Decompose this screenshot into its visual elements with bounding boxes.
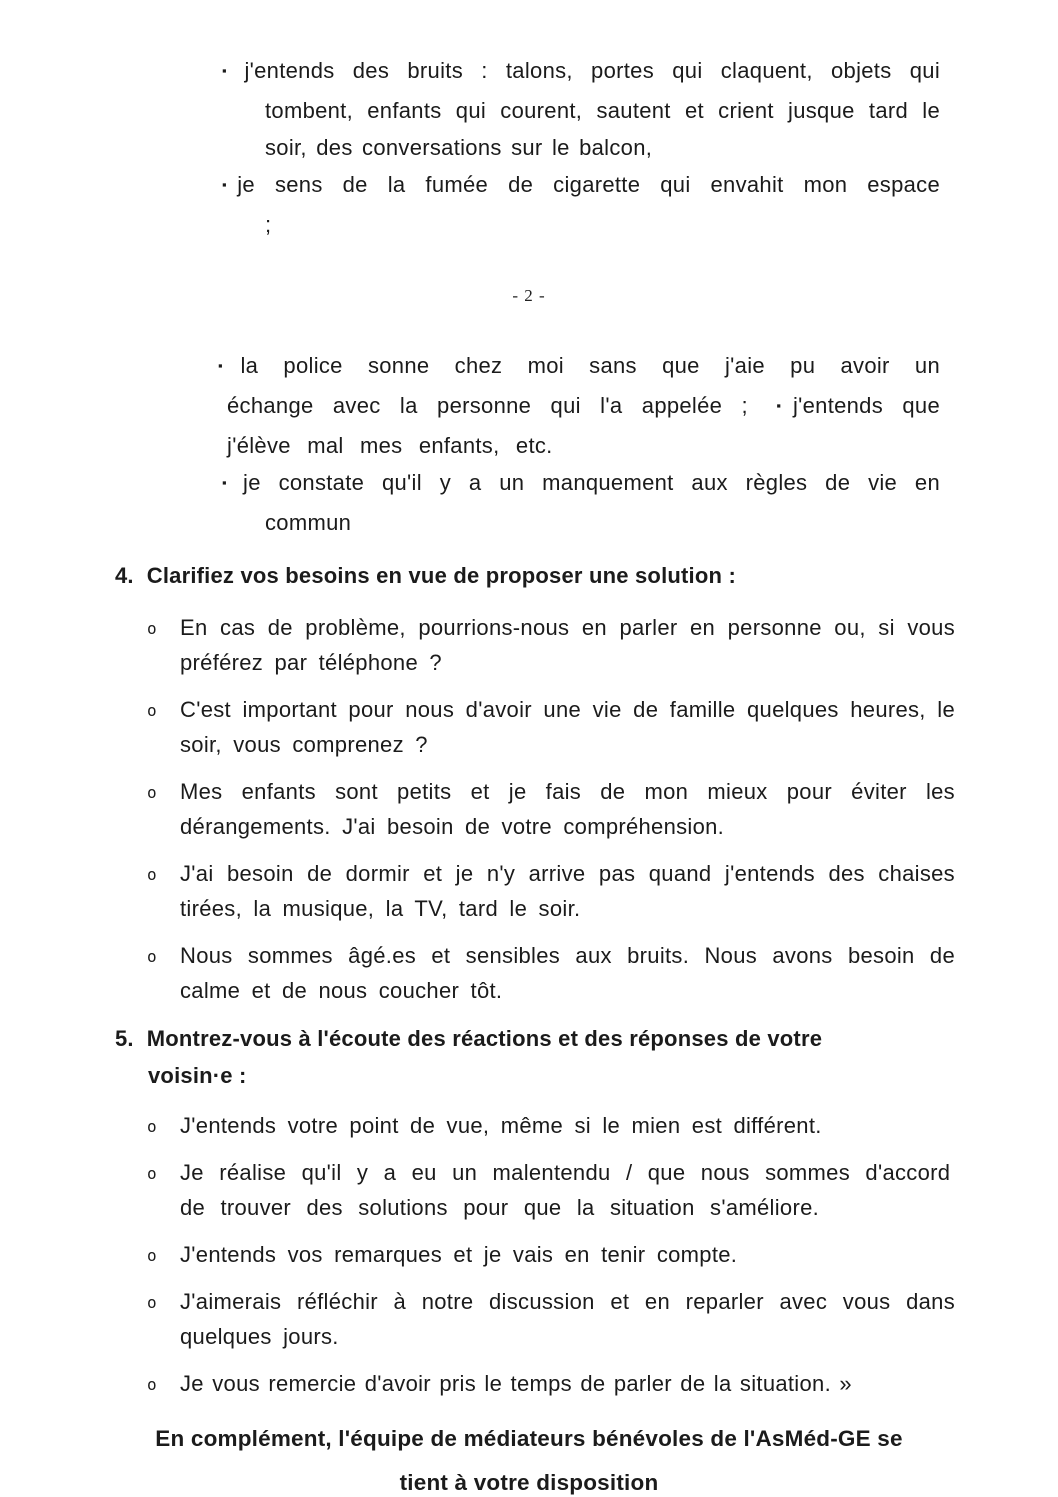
list-item-text: Je réalise qu'il y a eu un malentendu / que nous sommes d'accord de trouver des solutions pour que la situation s'améliore.: [180, 1160, 951, 1220]
section-title: Montrez-vous à l'écoute des réactions et des réponses de votre voisin·e :: [146, 1026, 823, 1088]
circle-bullet-icon: o: [147, 619, 157, 638]
list-item: [147, 774, 955, 844]
list-item-text: Nous sommes âgé.es et sensibles aux bruits. Nous avons besoin de calme et de nous coucher tôt.: [180, 943, 955, 1003]
list-item-text: J'entends vos remarques et je vais en tenir compte.: [180, 1242, 738, 1267]
list-item: [147, 938, 955, 1008]
bullet-item: [222, 166, 941, 243]
section-number: 4.: [115, 563, 134, 588]
list-item-text: J'entends votre point de vue, même si le mien est différent.: [180, 1113, 822, 1138]
bullet-text: j'entends que j'élève mal mes enfants, etc.: [227, 393, 940, 458]
square-bullet-icon: ▪: [218, 358, 232, 373]
circle-bullet-icon: o: [147, 865, 157, 884]
circle-bullet-icon: o: [147, 1164, 157, 1183]
page-number: - 2 -: [512, 286, 546, 305]
circle-bullet-icon: o: [147, 783, 157, 802]
circle-bullet-icon: o: [147, 1246, 157, 1265]
square-bullet-icon: ▪: [222, 177, 229, 192]
list-item: [147, 610, 955, 680]
circle-bullet-icon: o: [147, 1293, 157, 1312]
bullet-text: la police sonne chez moi sans que j'aie pu avoir un échange avec la personne qui l'a appelée ;: [227, 353, 940, 418]
list-item-text: J'ai besoin de dormir et je n'y arrive pas quand j'entends des chaises tirées, la musique, la TV, tard le soir.: [180, 861, 955, 921]
bullet-item: [222, 464, 941, 541]
section-number: 5.: [115, 1026, 134, 1051]
bullet-item: [218, 347, 940, 464]
section-4-heading: [115, 557, 908, 594]
footer-note-line2: tient à votre disposition: [399, 1470, 659, 1495]
list-item: [147, 1284, 955, 1354]
circle-bullet-icon: o: [147, 947, 157, 966]
list-item-text: C'est important pour nous d'avoir une vie de famille quelques heures, le soir, vous comprenez ?: [180, 697, 955, 757]
footer-note: [0, 1417, 1058, 1497]
list-item: [147, 1108, 955, 1143]
list-item: [147, 692, 955, 762]
section-5-list: [147, 1108, 955, 1401]
bullet-text: je sens de la fumée de cigarette qui envahit mon espace ;: [237, 172, 941, 237]
circle-bullet-icon: o: [147, 1117, 157, 1136]
list-item-text: En cas de problème, pourrions-nous en parler en personne ou, si vous préférez par téléphone ?: [180, 615, 955, 675]
square-bullet-icon: ▪: [222, 475, 235, 490]
list-item-text: Mes enfants sont petits et je fais de mon mieux pour éviter les dérangements. J'ai besoin de votre compréhension.: [180, 779, 955, 839]
bullet-item: [222, 52, 941, 166]
bullet-text: j'entends des bruits : talons, portes qui claquent, objets qui tombent, enfants qui courent, sautent et crient jusque tard le soir, des conversations sur le balcon,: [244, 58, 941, 160]
list-item: [147, 1366, 955, 1401]
list-item: [147, 1155, 955, 1225]
list-item-text: Je vous remercie d'avoir pris le temps de parler de la situation. »: [180, 1371, 852, 1396]
bullet-text: je constate qu'il y a un manquement aux règles de vie en commun: [243, 470, 941, 535]
circle-bullet-icon: o: [147, 701, 157, 720]
section-title: Clarifiez vos besoins en vue de proposer une solution :: [146, 563, 736, 588]
square-bullet-icon: ▪: [222, 63, 236, 78]
section-4-list: [147, 610, 955, 1008]
section-5-heading: [115, 1020, 908, 1094]
footer-note-line1: En complément, l'équipe de médiateurs bénévoles de l'AsMéd-GE se: [155, 1426, 903, 1451]
list-item: [147, 1237, 955, 1272]
square-bullet-icon: ▪: [776, 398, 784, 413]
list-item: [147, 856, 955, 926]
circle-bullet-icon: o: [147, 1375, 157, 1394]
list-item-text: J'aimerais réfléchir à notre discussion et en reparler avec vous dans quelques jours.: [180, 1289, 955, 1349]
